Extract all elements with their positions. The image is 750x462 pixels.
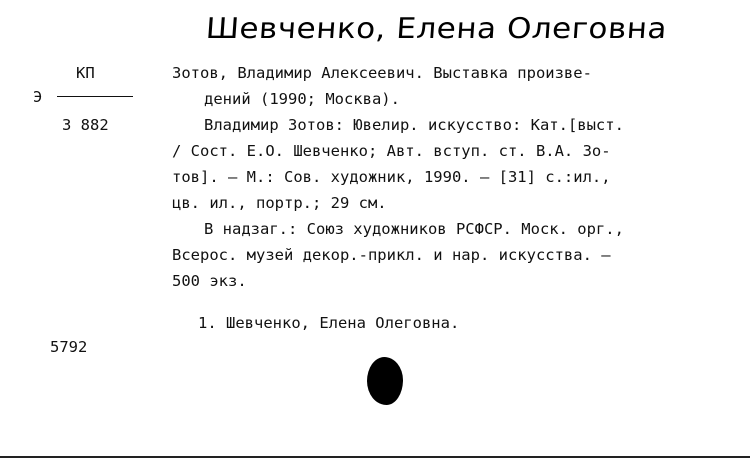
entry-line-5: тов]. – М.: Сов. художник, 1990. – [31] с.:ил., [172,168,611,186]
call-number-left: Э [33,88,43,106]
call-number-bottom: 3 882 [62,116,109,134]
entry-line-9: 500 экз. [172,272,247,290]
entry-line-3: Владимир Зотов: Ювелир. искусство: Кат.[выст. [204,116,624,134]
punch-hole-blot [367,357,403,405]
handwritten-heading: Шевченко, Елена Олеговна [204,12,669,46]
call-number-divider [57,96,133,97]
call-number-top: КП [76,64,95,82]
entry-line-1: Зотов, Владимир Алексеевич. Выставка произве- [172,64,592,82]
entry-line-8: Всерос. музей декор.-прикл. и нар. искусства. – [172,246,611,264]
tracing-line: 1. Шевченко, Елена Олеговна. [198,314,460,332]
card-bottom-edge [0,456,750,458]
accession-number: 5792 [50,338,88,356]
entry-line-7: В надзаг.: Союз художников РСФСР. Моск. орг., [204,220,624,238]
entry-line-4: / Сост. Е.О. Шевченко; Авт. вступ. ст. В.А. Зо- [172,142,611,160]
entry-line-2: дений (1990; Москва). [204,90,400,108]
entry-line-6: цв. ил., портр.; 29 см. [172,194,387,212]
